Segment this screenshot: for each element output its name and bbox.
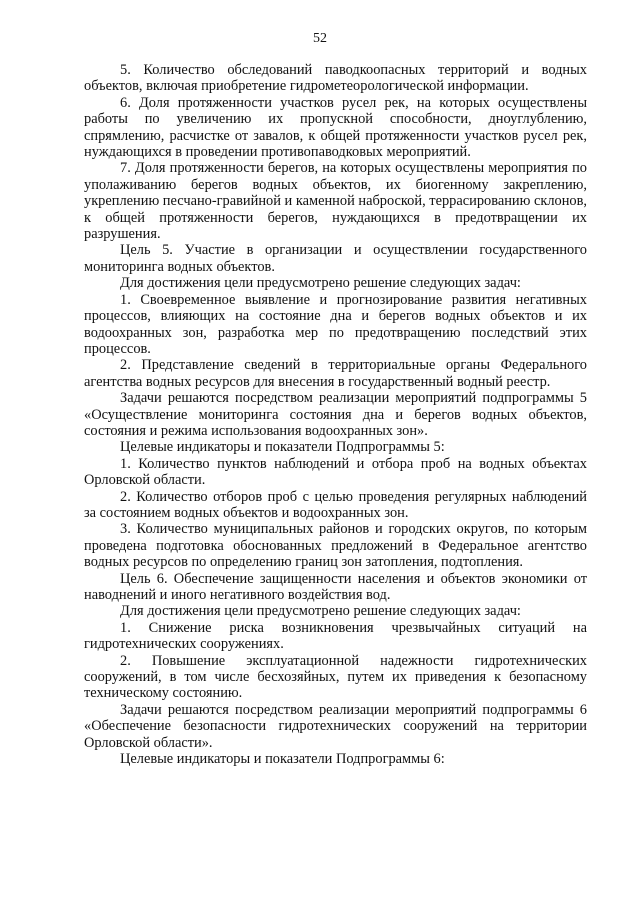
paragraph: 2. Представление сведений в территориальные органы Федерального агентства водных ресурсов для внесения в государственный водный реестр.: [84, 357, 587, 390]
goal-heading: Цель 6. Обеспечение защищенности населения и объектов экономики от наводнений и иного негативного воздействия вод.: [84, 570, 587, 603]
paragraph: 1. Количество пунктов наблюдений и отбора проб на водных объектах Орловской области.: [84, 455, 587, 489]
paragraph: Целевые индикаторы и показатели Подпрограммы 5:: [120, 439, 445, 456]
paragraph: Задачи решаются посредством реализации мероприятий подпрограммы 5 «Осуществление мониторинга состояния дна и берегов водных объектов, состояния и режима использования водоохранных зон».: [84, 390, 587, 439]
goal-heading: Цель 5. Участие в организации и осуществлении государственного мониторинга водных объектов.: [84, 242, 587, 275]
body-text: [84, 62, 587, 767]
paragraph: 7. Доля протяженности берегов, на которых осуществлены мероприятия по уполаживанию берегов водных объектов, их биогенному закреплению, укреплению песчано-гравийной и каменной наброской, террасированию склонов, к общей протяженности берегов, нуждающихся в предотвращении их разрушения.: [84, 160, 587, 243]
paragraph: Целевые индикаторы и показатели Подпрограммы 6:: [120, 751, 445, 768]
page-number: 52: [313, 31, 327, 46]
paragraph: 1. Снижение риска возникновения чрезвычайных ситуаций на гидротехнических сооружениях.: [84, 619, 587, 653]
paragraph: Задачи решаются посредством реализации мероприятий подпрограммы 6 «Обеспечение безопасности гидротехнических сооружений на территории Орловской области».: [84, 701, 587, 751]
paragraph: 2. Количество отборов проб с целью проведения регулярных наблюдений за состоянием водных объектов и водоохранных зон.: [84, 488, 587, 521]
paragraph: 1. Своевременное выявление и прогнозирование развития негативных процессов, влияющих на состояние дна и берегов водных объектов и их водоохранных зон, разработка мер по предотвращению последствий этих процессов.: [84, 291, 587, 357]
paragraph: 3. Количество муниципальных районов и городских округов, по которым проведена подготовка обоснованных предложений в Федеральное агентство водных ресурсов по определению границ зон затопления, подтопления.: [84, 521, 587, 571]
paragraph: 5. Количество обследований паводкоопасных территорий и водных объектов, включая приобретение гидрометеорологической информации.: [84, 62, 587, 95]
paragraph: Для достижения цели предусмотрено решение следующих задач:: [120, 275, 521, 292]
paragraph: Для достижения цели предусмотрено решение следующих задач:: [120, 603, 521, 620]
paragraph: 6. Доля протяженности участков русел рек, на которых осуществлены работы по увеличению их пропускной способности, дноуглублению, спрямлению, расчистке от завалов, к общей протяженности участков русел рек, нуждающихся в проведении противопаводковых мероприятий.: [84, 94, 587, 161]
paragraph: 2. Повышение эксплуатационной надежности гидротехнических сооружений, в том числе бесхозяйных, путем их приведения к безопасному техническому состоянию.: [84, 652, 587, 702]
